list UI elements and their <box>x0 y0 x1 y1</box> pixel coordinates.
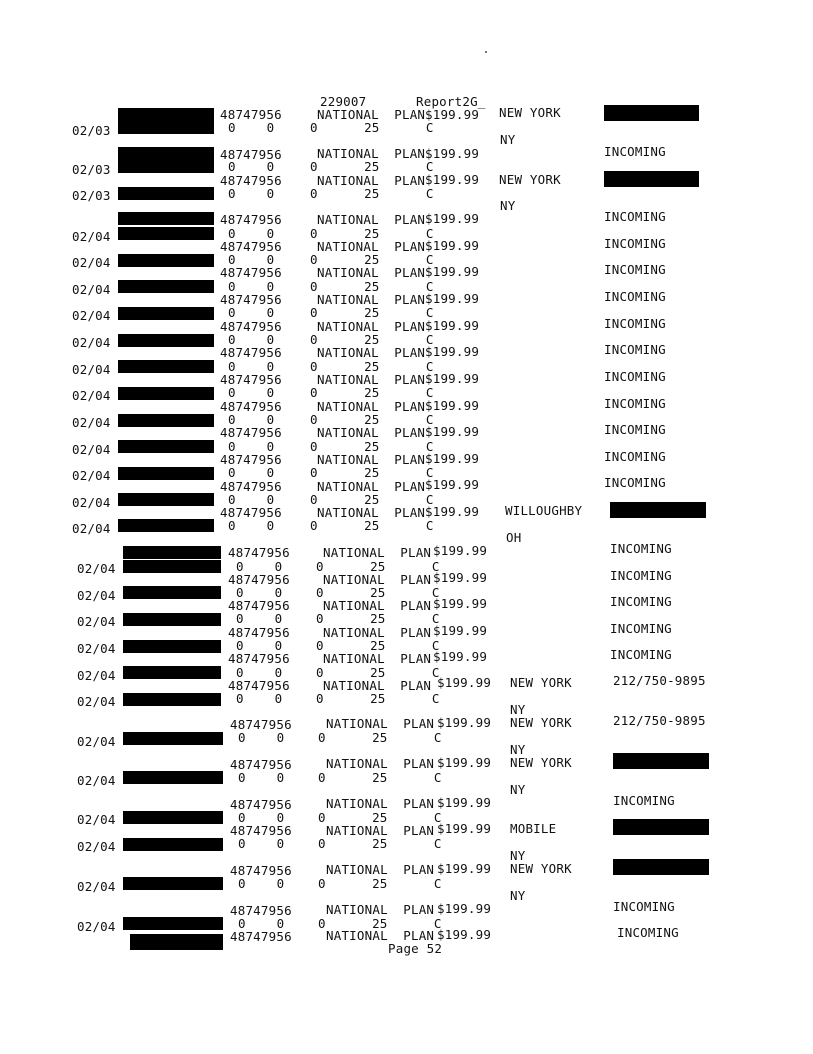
account-number: 48747956 <box>228 651 290 666</box>
incoming-label: INCOMING <box>604 144 666 159</box>
price: $199.99 <box>425 291 480 306</box>
account-number: 48747956 <box>220 292 282 307</box>
state: NY <box>510 782 526 797</box>
plan-label: NATIONAL PLAN <box>317 319 426 334</box>
call-detail: 0 25 C <box>310 332 434 347</box>
account-number: 48747956 <box>220 505 282 520</box>
zero-pair: 0 0 <box>228 385 275 400</box>
redaction-bar <box>118 254 214 267</box>
zero-pair: 0 0 <box>228 492 275 507</box>
redaction-bar <box>123 732 223 745</box>
zero-pair: 0 0 <box>228 120 275 135</box>
account-number: 48747956 <box>220 319 282 334</box>
incoming-label: INCOMING <box>604 369 666 384</box>
incoming-label: INCOMING <box>610 594 672 609</box>
incoming-label: INCOMING <box>610 647 672 662</box>
plan-label: NATIONAL PLAN <box>323 545 432 560</box>
account-number: 48747956 <box>230 903 292 918</box>
plan-label: NATIONAL PLAN <box>317 372 426 387</box>
call-detail: 0 25 C <box>310 385 434 400</box>
plan-label: NATIONAL PLAN <box>326 862 435 877</box>
zero-pair: 0 0 <box>238 770 285 785</box>
price: $199.99 <box>425 264 480 279</box>
record-date: 02/04 <box>72 255 111 270</box>
redaction-bar <box>118 280 214 293</box>
account-number: 48747956 <box>220 173 282 188</box>
plan-label: NATIONAL PLAN <box>317 292 426 307</box>
report-name: Report2G_ <box>416 94 486 109</box>
call-detail: 0 25 C <box>316 611 440 626</box>
incoming-label: INCOMING <box>604 289 666 304</box>
price: $199.99 <box>433 570 488 585</box>
redaction-bar <box>118 493 214 506</box>
incoming-label: INCOMING <box>613 793 675 808</box>
call-detail: 0 25 C <box>316 585 440 600</box>
zero-pair: 0 0 <box>228 226 275 241</box>
call-detail: 0 25 C <box>316 691 440 706</box>
call-detail: 0 25 C <box>310 186 434 201</box>
incoming-label: INCOMING <box>604 396 666 411</box>
plan-label: NATIONAL PLAN <box>326 928 435 943</box>
record-date: 02/03 <box>72 162 111 177</box>
zero-pair: 0 0 <box>228 252 275 267</box>
price: $199.99 <box>437 755 492 770</box>
redaction-bar <box>123 917 223 930</box>
call-detail: 0 25 C <box>310 359 434 374</box>
record-date: 02/03 <box>72 188 111 203</box>
record-date: 02/04 <box>77 734 116 749</box>
zero-pair: 0 0 <box>238 836 285 851</box>
call-detail: 0 25 C <box>310 226 434 241</box>
zero-pair: 0 0 <box>228 439 275 454</box>
zero-pair: 0 0 <box>236 665 283 680</box>
redaction-bar <box>123 838 223 851</box>
call-detail: 0 25 C <box>310 465 434 480</box>
redaction-bar <box>123 586 221 599</box>
city: WILLOUGHBY <box>505 503 583 518</box>
plan-label: NATIONAL PLAN <box>323 598 432 613</box>
zero-pair: 0 0 <box>238 810 285 825</box>
phone-number: 212/750-9895 <box>613 713 706 728</box>
record-date: 02/04 <box>72 282 111 297</box>
call-detail: 0 25 C <box>318 810 442 825</box>
city: NEW YORK <box>510 755 572 770</box>
record-date: 02/04 <box>77 839 116 854</box>
account-number: 48747956 <box>220 265 282 280</box>
redaction-bar <box>118 187 214 200</box>
plan-label: NATIONAL PLAN <box>317 265 426 280</box>
call-detail: 0 25 C <box>316 638 440 653</box>
account-number: 48747956 <box>220 425 282 440</box>
city: NEW YORK <box>510 715 572 730</box>
record-date: 02/04 <box>77 561 116 576</box>
redaction-bar <box>613 753 709 769</box>
incoming-label: INCOMING <box>604 422 666 437</box>
plan-label: NATIONAL PLAN <box>317 173 426 188</box>
redaction-bar <box>118 387 214 400</box>
call-detail: 0 25 C <box>318 770 442 785</box>
plan-label: NATIONAL PLAN <box>317 399 426 414</box>
city: NEW YORK <box>499 172 561 187</box>
redaction-bar <box>118 519 214 532</box>
redaction-bar <box>123 811 223 824</box>
account-number: 48747956 <box>228 625 290 640</box>
price: $199.99 <box>425 318 480 333</box>
call-detail: 0 25 C <box>310 305 434 320</box>
redaction-bar <box>123 546 221 559</box>
page-number: Page 52 <box>388 941 443 956</box>
price: $199.99 <box>425 107 480 122</box>
call-detail: 0 25 C <box>310 279 434 294</box>
zero-pair: 0 0 <box>236 611 283 626</box>
plan-label: NATIONAL PLAN <box>326 823 435 838</box>
account-number: 48747956 <box>230 717 292 732</box>
record-date: 02/04 <box>72 442 111 457</box>
incoming-label: INCOMING <box>604 209 666 224</box>
incoming-label: INCOMING <box>604 342 666 357</box>
city: MOBILE <box>510 821 557 836</box>
redaction-bar <box>118 227 214 240</box>
record-date: 02/04 <box>72 468 111 483</box>
state: NY <box>510 742 526 757</box>
price: $199.99 <box>437 861 492 876</box>
zero-pair: 0 0 <box>228 465 275 480</box>
zero-pair: 0 0 <box>238 876 285 891</box>
account-number: 48747956 <box>220 239 282 254</box>
zero-pair: 0 0 <box>236 638 283 653</box>
incoming-label: INCOMING <box>604 236 666 251</box>
incoming-label: INCOMING <box>604 475 666 490</box>
redaction-bar <box>118 467 214 480</box>
call-detail: 0 25 C <box>318 876 442 891</box>
price: $199.99 <box>433 623 488 638</box>
record-date: 02/04 <box>77 694 116 709</box>
redaction-bar <box>118 360 214 373</box>
redaction-bar <box>610 502 706 518</box>
redaction-bar <box>123 666 221 679</box>
record-date: 02/04 <box>72 495 111 510</box>
plan-label: NATIONAL PLAN <box>326 902 435 917</box>
account-number: 48747956 <box>230 823 292 838</box>
zero-pair: 0 0 <box>228 159 275 174</box>
account-number: 48747956 <box>220 452 282 467</box>
redaction-bar <box>118 414 214 427</box>
redaction-bar <box>118 307 214 320</box>
price: $199.99 <box>437 901 492 916</box>
price: $199.99 <box>425 211 480 226</box>
state: NY <box>510 848 526 863</box>
report-id: 229007 <box>320 94 367 109</box>
price: $199.99 <box>437 821 492 836</box>
city: NEW YORK <box>499 105 561 120</box>
speck-mark <box>485 51 487 53</box>
plan-label: NATIONAL PLAN <box>317 479 426 494</box>
plan-label: NATIONAL PLAN <box>317 212 426 227</box>
plan-label: NATIONAL PLAN <box>323 651 432 666</box>
record-date: 02/04 <box>72 308 111 323</box>
redaction-bar <box>604 171 699 187</box>
plan-label: NATIONAL PLAN <box>317 146 426 161</box>
account-number: 48747956 <box>220 107 282 122</box>
record-date: 02/04 <box>77 588 116 603</box>
plan-label: NATIONAL PLAN <box>323 678 432 693</box>
plan-label: NATIONAL PLAN <box>323 572 432 587</box>
account-number: 48747956 <box>230 797 292 812</box>
account-number: 48747956 <box>230 757 292 772</box>
redaction-bar <box>130 934 223 950</box>
account-number: 48747956 <box>220 345 282 360</box>
record-date: 02/04 <box>77 812 116 827</box>
incoming-label: INCOMING <box>604 316 666 331</box>
redaction-bar <box>123 640 221 653</box>
record-date: 02/04 <box>72 335 111 350</box>
record-date: 02/04 <box>77 879 116 894</box>
city: NEW YORK <box>510 675 572 690</box>
incoming-label: INCOMING <box>613 899 675 914</box>
price: $199.99 <box>425 398 480 413</box>
call-detail: 0 25 C <box>310 120 434 135</box>
account-number: 48747956 <box>220 399 282 414</box>
zero-pair: 0 0 <box>228 305 275 320</box>
price: $199.99 <box>425 146 480 161</box>
call-detail: 0 25 C <box>318 836 442 851</box>
record-date: 02/04 <box>72 388 111 403</box>
city: NEW YORK <box>510 861 572 876</box>
zero-pair: 0 0 <box>236 559 283 574</box>
call-detail: 0 25 C <box>318 730 442 745</box>
zero-pair: 0 0 <box>228 518 275 533</box>
price: $199.99 <box>433 649 488 664</box>
redaction-bar <box>613 859 709 875</box>
account-number: 48747956 <box>228 572 290 587</box>
zero-pair: 0 0 <box>228 359 275 374</box>
redaction-bar <box>118 160 214 173</box>
price: $199.99 <box>437 795 492 810</box>
account-number: 48747956 <box>228 678 290 693</box>
plan-label: NATIONAL PLAN <box>317 239 426 254</box>
incoming-label: INCOMING <box>604 449 666 464</box>
phone-number: 212/750-9895 <box>613 673 706 688</box>
redaction-bar <box>118 121 214 134</box>
price: $199.99 <box>425 477 480 492</box>
redaction-bar <box>123 877 223 890</box>
redaction-bar <box>118 212 214 225</box>
call-detail: 0 25 C <box>316 665 440 680</box>
price: $199.99 <box>425 451 480 466</box>
price: $199.99 <box>433 543 488 558</box>
state: NY <box>510 888 526 903</box>
plan-label: NATIONAL PLAN <box>326 796 435 811</box>
record-date: 02/04 <box>72 229 111 244</box>
record-date: 02/04 <box>77 641 116 656</box>
record-date: 02/04 <box>77 773 116 788</box>
zero-pair: 0 0 <box>228 279 275 294</box>
redaction-bar <box>123 560 221 573</box>
call-detail: 0 25 C <box>318 916 442 931</box>
plan-label: NATIONAL PLAN <box>317 107 426 122</box>
zero-pair: 0 0 <box>236 585 283 600</box>
plan-label: NATIONAL PLAN <box>317 425 426 440</box>
redaction-bar <box>118 108 214 121</box>
record-date: 02/04 <box>77 614 116 629</box>
incoming-label: INCOMING <box>610 568 672 583</box>
record-date: 02/04 <box>77 919 116 934</box>
state: NY <box>500 198 516 213</box>
record-date: 02/04 <box>72 362 111 377</box>
zero-pair: 0 0 <box>238 916 285 931</box>
incoming-label: INCOMING <box>610 621 672 636</box>
price: $199.99 <box>425 371 480 386</box>
price: $199.99 <box>437 927 492 942</box>
redaction-bar <box>118 147 214 160</box>
plan-label: NATIONAL PLAN <box>317 452 426 467</box>
record-date: 02/03 <box>72 123 111 138</box>
redaction-bar <box>118 334 214 347</box>
plan-label: NATIONAL PLAN <box>323 625 432 640</box>
redaction-bar <box>118 440 214 453</box>
account-number: 48747956 <box>220 479 282 494</box>
account-number: 48747956 <box>220 372 282 387</box>
call-detail: 0 25 C <box>310 412 434 427</box>
zero-pair: 0 0 <box>228 332 275 347</box>
incoming-label: INCOMING <box>617 925 679 940</box>
call-detail: 0 25 C <box>316 559 440 574</box>
record-date: 02/04 <box>77 668 116 683</box>
account-number: 48747956 <box>230 863 292 878</box>
price: $199.99 <box>437 675 492 690</box>
account-number: 48747956 <box>228 545 290 560</box>
record-date: 02/04 <box>72 521 111 536</box>
incoming-label: INCOMING <box>604 262 666 277</box>
record-date: 02/04 <box>72 415 111 430</box>
account-number: 48747956 <box>230 929 292 944</box>
redaction-bar <box>613 819 709 835</box>
price: $199.99 <box>425 424 480 439</box>
call-detail: 0 25 C <box>310 159 434 174</box>
redaction-bar <box>123 771 223 784</box>
call-detail: 0 25 C <box>310 492 434 507</box>
price: $199.99 <box>433 596 488 611</box>
price: $199.99 <box>425 504 480 519</box>
account-number: 48747956 <box>228 598 290 613</box>
plan-label: NATIONAL PLAN <box>317 505 426 520</box>
zero-pair: 0 0 <box>228 186 275 201</box>
plan-label: NATIONAL PLAN <box>326 716 435 731</box>
state: NY <box>510 702 526 717</box>
state: NY <box>500 132 516 147</box>
zero-pair: 0 0 <box>238 730 285 745</box>
plan-label: NATIONAL PLAN <box>326 756 435 771</box>
redaction-bar <box>123 613 221 626</box>
zero-pair: 0 0 <box>228 412 275 427</box>
incoming-label: INCOMING <box>610 541 672 556</box>
call-detail: 0 25 C <box>310 518 434 533</box>
price: $199.99 <box>425 238 480 253</box>
zero-pair: 0 0 <box>236 691 283 706</box>
call-detail: 0 25 C <box>310 252 434 267</box>
account-number: 48747956 <box>220 147 282 162</box>
state: OH <box>506 530 522 545</box>
redaction-bar <box>123 693 221 706</box>
redaction-bar <box>604 105 699 121</box>
account-number: 48747956 <box>220 212 282 227</box>
price: $199.99 <box>437 715 492 730</box>
call-detail: 0 25 C <box>310 439 434 454</box>
price: $199.99 <box>425 172 480 187</box>
plan-label: NATIONAL PLAN <box>317 345 426 360</box>
price: $199.99 <box>425 344 480 359</box>
